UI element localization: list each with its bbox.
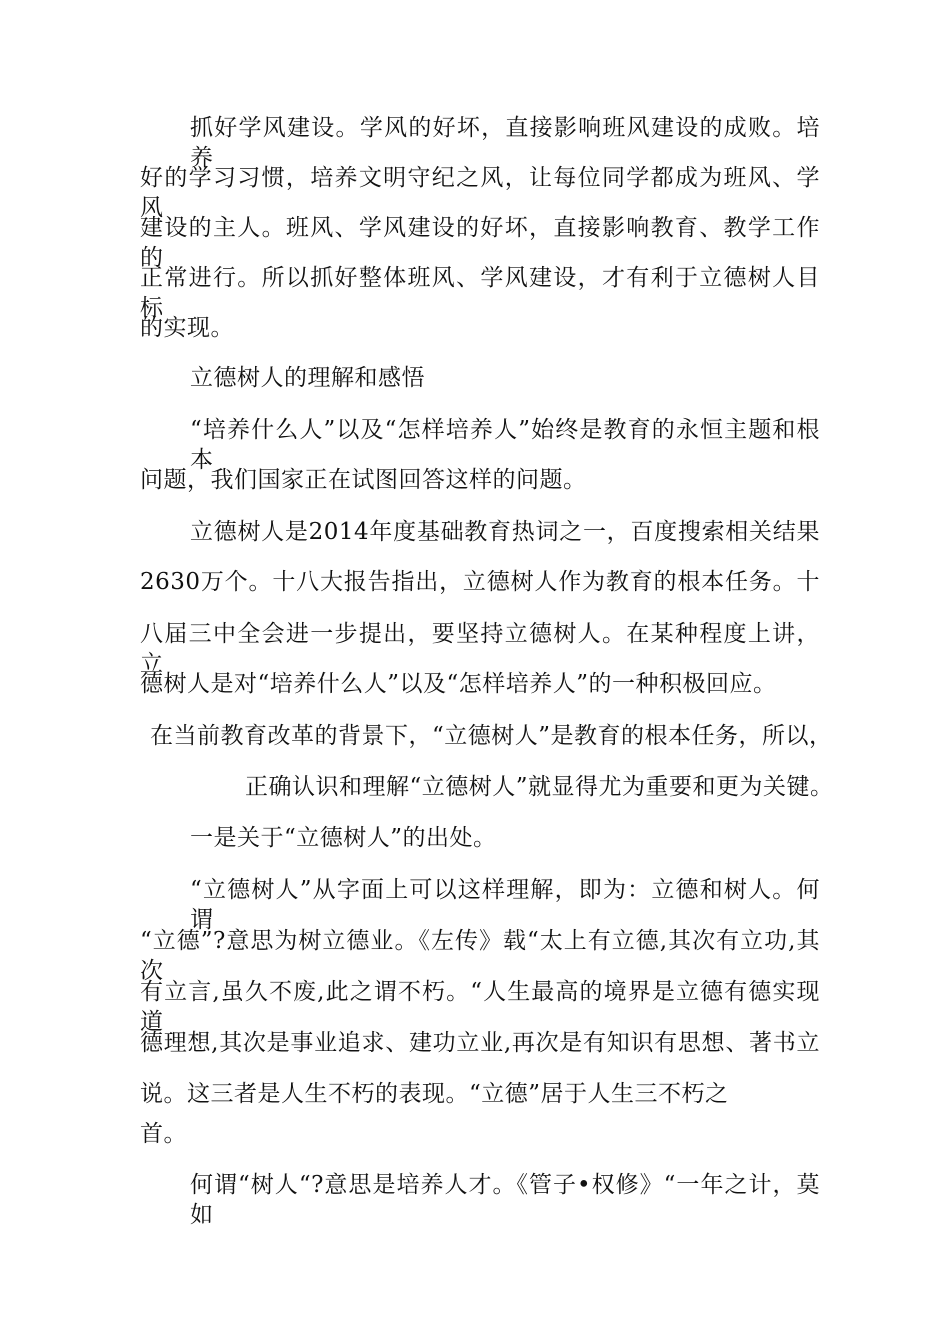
paragraph-line: 在当前教育改革的背景下，“立德树人”是教育的根本任务，所以， — [150, 723, 833, 749]
paragraph-line: 立德树人是2014年度基础教育热词之一，百度搜索相关结果 — [190, 519, 820, 545]
paragraph-line: 何谓“树人“?意思是培养人才。《管子•权修》“一年之计，莫如 — [190, 1172, 820, 1228]
paragraph-line: 抓好学风建设。学风的好坏，直接影响班风建设的成败。培养 — [190, 115, 820, 171]
paragraph-line: “培养什么人”以及“怎样培养人”始终是教育的永恒主题和根本 — [190, 417, 820, 473]
paragraph-line: 建设的主人。班风、学风建设的好坏，直接影响教育、教学工作的 — [140, 215, 820, 271]
paragraph-line: 正确认识和理解“立德树人”就显得尤为重要和更为关键。 — [245, 774, 834, 800]
paragraph-line: 德理想,其次是事业追求、建功立业,再次是有知识有思想、著书立 — [140, 1030, 820, 1056]
paragraph-line: 首。 — [140, 1121, 187, 1147]
paragraph-line: 正常进行。所以抓好整体班风、学风建设，才有利于立德树人目标 — [140, 265, 820, 321]
paragraph-line: 好的学习习惯，培养文明守纪之风，让每位同学都成为班风、学风 — [140, 165, 820, 221]
paragraph-line: 八届三中全会进一步提出，要坚持立德树人。在某种程度上讲，立 — [140, 621, 820, 677]
paragraph-line: 有立言,虽久不废,此之谓不朽。“人生最高的境界是立德有德实现道 — [140, 979, 820, 1035]
paragraph-line: 2630万个。十八大报告指出，立德树人作为教育的根本任务。十 — [140, 569, 820, 595]
section-heading: 立德树人的理解和感悟 — [190, 365, 425, 391]
paragraph-line: “立德”?意思为树立德业。《左传》载“太上有立德,其次有立功,其次 — [140, 928, 820, 984]
paragraph-line: 德树人是对“培养什么人”以及“怎样培养人”的一种积极回应。 — [140, 671, 777, 697]
paragraph-line: 的实现。 — [140, 315, 234, 341]
paragraph-line: 说。这三者是人生不朽的表现。“立德”居于人生三不朽之 — [140, 1081, 729, 1107]
paragraph-line: 一是关于“立德树人”的出处。 — [190, 825, 497, 851]
paragraph-line: “立德树人”从字面上可以这样理解，即为：立德和树人。何谓 — [190, 877, 820, 933]
paragraph-line: 问题，我们国家正在试图回答这样的问题。 — [140, 467, 587, 493]
